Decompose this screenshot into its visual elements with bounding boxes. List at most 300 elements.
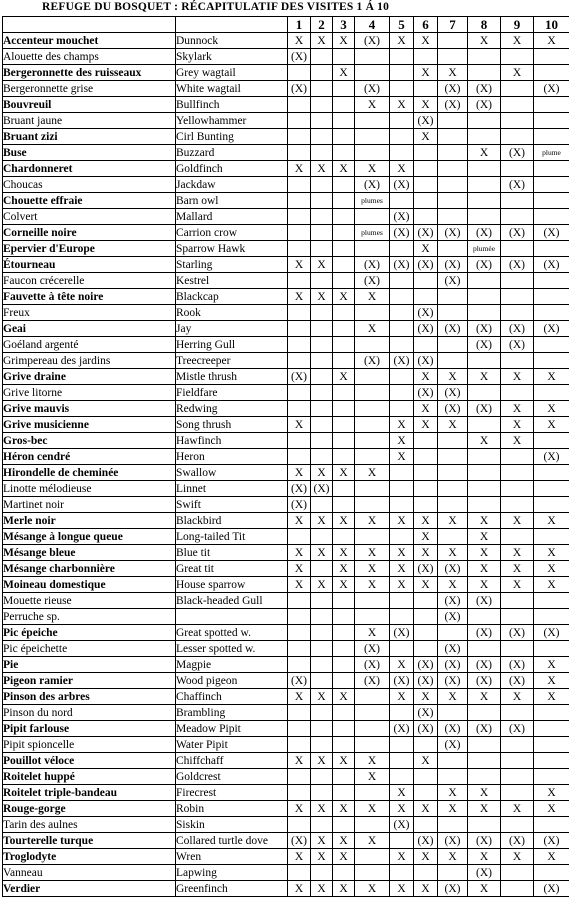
visit-cell xyxy=(288,641,311,657)
visit-cell xyxy=(414,49,438,65)
visit-cell xyxy=(501,81,534,97)
visit-cell: X xyxy=(355,881,390,897)
visit-cell xyxy=(534,353,569,369)
visit-cell: (X) xyxy=(438,737,468,753)
visit-cell xyxy=(414,337,438,353)
visit-cell xyxy=(414,289,438,305)
visit-cell xyxy=(355,385,390,401)
visit-cell xyxy=(288,769,311,785)
table-row xyxy=(3,865,569,881)
visit-cell: X xyxy=(501,513,534,529)
species-english-name: Barn owl xyxy=(176,193,288,209)
visit-cell: X xyxy=(501,433,534,449)
species-french-name: Chouette effraie xyxy=(3,193,176,209)
visit-cell: X xyxy=(438,417,468,433)
visit-cell: (X) xyxy=(468,625,501,641)
visit-cell: X xyxy=(438,801,468,817)
visit-cell: X xyxy=(288,417,311,433)
table-row xyxy=(3,689,569,705)
visit-cell: X xyxy=(311,513,333,529)
visit-cell: X xyxy=(311,689,333,705)
table-row xyxy=(3,81,569,97)
species-french-name: Pie xyxy=(3,657,176,673)
visit-cell xyxy=(288,817,311,833)
visit-cell xyxy=(468,65,501,81)
species-english-name: Dunnock xyxy=(176,33,288,49)
visit-cell: X xyxy=(414,401,438,417)
visit-cell xyxy=(438,865,468,881)
species-english-name: Fieldfare xyxy=(176,385,288,401)
visit-cell xyxy=(390,241,414,257)
visit-header: 6 xyxy=(414,17,438,33)
visit-cell: (X) xyxy=(438,673,468,689)
visit-cell xyxy=(534,609,569,625)
species-english-name: Starling xyxy=(176,257,288,273)
visit-cell: X xyxy=(501,33,534,49)
visit-cell: X xyxy=(390,785,414,801)
visit-cell xyxy=(311,817,333,833)
visit-cell xyxy=(288,65,311,81)
species-french-name: Bouvreuil xyxy=(3,97,176,113)
visit-cell xyxy=(414,641,438,657)
species-english-name: Mistle thrush xyxy=(176,369,288,385)
species-french-name: Bruant zizi xyxy=(3,129,176,145)
visit-cell: X xyxy=(534,401,569,417)
table-row xyxy=(3,849,569,865)
visit-cell xyxy=(390,385,414,401)
visit-cell: X xyxy=(333,753,355,769)
visit-cell: X xyxy=(534,561,569,577)
visit-cell xyxy=(390,737,414,753)
visit-cell xyxy=(468,273,501,289)
visit-cell: X xyxy=(534,673,569,689)
visit-cell xyxy=(438,305,468,321)
visit-cell: X xyxy=(390,161,414,177)
visit-cell: X xyxy=(288,753,311,769)
visit-cell: (X) xyxy=(390,177,414,193)
visit-cell: X xyxy=(414,881,438,897)
visit-cell: X xyxy=(355,513,390,529)
visit-cell: X xyxy=(501,369,534,385)
species-english-name: Wren xyxy=(176,849,288,865)
table-row xyxy=(3,49,569,65)
visit-cell xyxy=(390,273,414,289)
visit-cell xyxy=(355,849,390,865)
visit-cell xyxy=(333,353,355,369)
visit-cell: X xyxy=(534,369,569,385)
visit-cell xyxy=(333,529,355,545)
visit-cell xyxy=(288,193,311,209)
visit-cell: (X) xyxy=(501,673,534,689)
species-french-name: Grive litorne xyxy=(3,385,176,401)
table-row xyxy=(3,241,569,257)
visit-cell xyxy=(333,305,355,321)
visit-cell: (X) xyxy=(501,337,534,353)
species-french-name: Pinson des arbres xyxy=(3,689,176,705)
visit-cell xyxy=(414,193,438,209)
visit-cell: X xyxy=(534,657,569,673)
visit-cell xyxy=(468,113,501,129)
table-row xyxy=(3,33,569,49)
visit-cell xyxy=(468,385,501,401)
species-french-name: Tarin des aulnes xyxy=(3,817,176,833)
species-french-name: Verdier xyxy=(3,881,176,897)
visit-cell xyxy=(438,145,468,161)
table-row xyxy=(3,161,569,177)
visit-cell xyxy=(355,433,390,449)
species-french-name: Fauvette à tête noire xyxy=(3,289,176,305)
visit-cell: (X) xyxy=(468,257,501,273)
table-row xyxy=(3,769,569,785)
species-french-name: Roitelet triple-bandeau xyxy=(3,785,176,801)
species-english-name: Yellowhammer xyxy=(176,113,288,129)
visit-cell xyxy=(438,449,468,465)
visit-cell: (X) xyxy=(414,385,438,401)
table-row xyxy=(3,513,569,529)
visit-cell: X xyxy=(390,97,414,113)
visit-cell: X xyxy=(501,577,534,593)
species-french-name: Étourneau xyxy=(3,257,176,273)
species-english-name: Skylark xyxy=(176,49,288,65)
visit-cell xyxy=(501,305,534,321)
visit-cell xyxy=(501,497,534,513)
visit-cell xyxy=(438,129,468,145)
species-french-name: Gros-bec xyxy=(3,433,176,449)
visit-cell xyxy=(468,289,501,305)
species-french-name: Merle noir xyxy=(3,513,176,529)
species-english-name: Bullfinch xyxy=(176,97,288,113)
visit-cell xyxy=(311,129,333,145)
species-english-name: Mallard xyxy=(176,209,288,225)
species-english-name: Carrion crow xyxy=(176,225,288,241)
visit-cell xyxy=(311,657,333,673)
visit-header: 2 xyxy=(311,17,333,33)
visit-cell xyxy=(333,497,355,513)
visit-cell: (X) xyxy=(438,257,468,273)
visit-cell xyxy=(390,193,414,209)
visit-cell xyxy=(501,529,534,545)
species-french-name: Moineau domestique xyxy=(3,577,176,593)
visit-cell: (X) xyxy=(534,625,569,641)
visit-cell: (X) xyxy=(438,721,468,737)
visit-cell xyxy=(534,385,569,401)
table-row xyxy=(3,577,569,593)
visit-cell xyxy=(438,433,468,449)
species-english-name: House sparrow xyxy=(176,577,288,593)
table-row xyxy=(3,721,569,737)
species-english-name: Treecreeper xyxy=(176,353,288,369)
visit-cell: X xyxy=(355,625,390,641)
visit-cell xyxy=(468,705,501,721)
visit-cell: X xyxy=(534,417,569,433)
visit-cell xyxy=(311,81,333,97)
visit-cell xyxy=(438,353,468,369)
visit-cell: (X) xyxy=(390,721,414,737)
visit-cell xyxy=(288,273,311,289)
table-row xyxy=(3,129,569,145)
visit-cell: (X) xyxy=(288,673,311,689)
visit-cell: X xyxy=(414,801,438,817)
visit-cell xyxy=(468,193,501,209)
visit-cell xyxy=(311,769,333,785)
visit-cell: X xyxy=(414,753,438,769)
species-english-name: Swallow xyxy=(176,465,288,481)
visit-cell xyxy=(414,449,438,465)
visit-cell xyxy=(333,81,355,97)
visit-cell: X xyxy=(438,369,468,385)
visit-cell: X xyxy=(288,513,311,529)
visit-cell xyxy=(390,113,414,129)
visit-cell xyxy=(390,705,414,721)
species-french-name: Corneille noire xyxy=(3,225,176,241)
visit-cell: plumes xyxy=(355,225,390,241)
visit-cell: X xyxy=(311,881,333,897)
species-french-name: Mésange charbonnière xyxy=(3,561,176,577)
visit-cell xyxy=(390,593,414,609)
visit-cell xyxy=(333,481,355,497)
visits-table xyxy=(2,16,569,897)
visit-cell xyxy=(468,49,501,65)
header-french-name xyxy=(3,17,176,33)
visit-cell: X xyxy=(311,833,333,849)
visit-cell: X xyxy=(468,433,501,449)
species-english-name: Black-headed Gull xyxy=(176,593,288,609)
species-french-name: Pic épeiche xyxy=(3,625,176,641)
visit-cell: X xyxy=(414,241,438,257)
visit-cell xyxy=(311,113,333,129)
visit-cell xyxy=(333,449,355,465)
visit-cell xyxy=(468,609,501,625)
visit-cell xyxy=(311,609,333,625)
visit-cell xyxy=(355,785,390,801)
table-row xyxy=(3,369,569,385)
visit-cell: (X) xyxy=(501,625,534,641)
visit-cell: X xyxy=(438,545,468,561)
visit-cell: (X) xyxy=(438,641,468,657)
visit-cell xyxy=(438,529,468,545)
visit-cell: X xyxy=(390,449,414,465)
visit-cell: (X) xyxy=(534,257,569,273)
visit-cell: (X) xyxy=(534,449,569,465)
table-row xyxy=(3,385,569,401)
species-english-name: Blackcap xyxy=(176,289,288,305)
visit-cell xyxy=(355,737,390,753)
visit-cell xyxy=(468,177,501,193)
visit-cell xyxy=(355,417,390,433)
visit-cell xyxy=(501,353,534,369)
table-row xyxy=(3,97,569,113)
visit-cell xyxy=(468,817,501,833)
visit-cell: X xyxy=(501,401,534,417)
visit-cell: (X) xyxy=(534,81,569,97)
species-english-name: Blue tit xyxy=(176,545,288,561)
visit-cell xyxy=(333,273,355,289)
visit-cell xyxy=(501,593,534,609)
visit-cell xyxy=(311,785,333,801)
visit-cell: (X) xyxy=(390,225,414,241)
visit-cell xyxy=(288,449,311,465)
table-row xyxy=(3,113,569,129)
visit-cell: (X) xyxy=(501,145,534,161)
visit-header: 7 xyxy=(438,17,468,33)
species-english-name: Wood pigeon xyxy=(176,673,288,689)
visit-cell xyxy=(534,113,569,129)
visit-cell xyxy=(333,609,355,625)
visit-cell: X xyxy=(390,657,414,673)
visit-cell: (X) xyxy=(501,721,534,737)
visit-cell xyxy=(355,65,390,81)
visit-cell xyxy=(333,257,355,273)
visit-cell xyxy=(390,481,414,497)
visit-cell xyxy=(355,689,390,705)
visit-cell: X xyxy=(534,33,569,49)
table-row xyxy=(3,353,569,369)
visit-cell xyxy=(355,337,390,353)
visit-cell xyxy=(311,625,333,641)
visit-cell xyxy=(333,737,355,753)
species-english-name: Chiffchaff xyxy=(176,753,288,769)
visit-cell xyxy=(414,209,438,225)
visit-cell xyxy=(311,641,333,657)
visit-cell xyxy=(468,641,501,657)
species-french-name: Grive mauvis xyxy=(3,401,176,417)
table-row xyxy=(3,289,569,305)
table-row xyxy=(3,625,569,641)
species-english-name: Blackbird xyxy=(176,513,288,529)
visit-cell xyxy=(355,241,390,257)
visit-cell: X xyxy=(333,289,355,305)
visit-cell xyxy=(311,353,333,369)
visit-cell: X xyxy=(534,689,569,705)
visit-cell: X xyxy=(438,785,468,801)
visit-cell: X xyxy=(414,529,438,545)
visit-cell xyxy=(534,65,569,81)
visit-cell: (X) xyxy=(414,225,438,241)
table-row xyxy=(3,705,569,721)
species-english-name: Greenfinch xyxy=(176,881,288,897)
species-french-name: Grive musicienne xyxy=(3,417,176,433)
visit-cell xyxy=(311,737,333,753)
table-row xyxy=(3,833,569,849)
visit-cell xyxy=(390,65,414,81)
visit-cell: (X) xyxy=(468,833,501,849)
table-row xyxy=(3,593,569,609)
visit-cell: X xyxy=(355,97,390,113)
visit-cell: (X) xyxy=(534,833,569,849)
visit-cell xyxy=(468,353,501,369)
visit-cell: (X) xyxy=(501,657,534,673)
visit-cell xyxy=(468,737,501,753)
visit-cell xyxy=(333,625,355,641)
visit-cell xyxy=(534,817,569,833)
visit-cell: X xyxy=(414,689,438,705)
visit-cell xyxy=(333,785,355,801)
visit-cell: X xyxy=(468,689,501,705)
visit-cell: X xyxy=(355,833,390,849)
visit-cell: X xyxy=(355,545,390,561)
visit-cell: (X) xyxy=(355,273,390,289)
visit-cell xyxy=(333,129,355,145)
visit-cell: X xyxy=(414,65,438,81)
visit-cell xyxy=(534,465,569,481)
visit-cell: (X) xyxy=(468,721,501,737)
visit-cell xyxy=(414,465,438,481)
visit-cell xyxy=(438,705,468,721)
visit-cell xyxy=(414,481,438,497)
visit-cell: (X) xyxy=(468,81,501,97)
visit-cell: X xyxy=(414,33,438,49)
visit-cell xyxy=(390,833,414,849)
visit-cell: X xyxy=(333,545,355,561)
visit-cell xyxy=(390,305,414,321)
visit-cell xyxy=(311,865,333,881)
visit-cell xyxy=(311,177,333,193)
visit-cell xyxy=(501,289,534,305)
visit-cell xyxy=(333,225,355,241)
species-french-name: Martinet noir xyxy=(3,497,176,513)
visit-cell: X xyxy=(288,849,311,865)
visit-cell: (X) xyxy=(438,881,468,897)
visit-cell xyxy=(414,737,438,753)
visit-cell xyxy=(311,449,333,465)
visit-cell xyxy=(311,433,333,449)
visit-cell xyxy=(311,337,333,353)
visit-cell: (X) xyxy=(390,209,414,225)
visit-header: 10 xyxy=(534,17,569,33)
species-english-name: Rook xyxy=(176,305,288,321)
species-french-name: Roitelet huppé xyxy=(3,769,176,785)
visit-cell xyxy=(468,209,501,225)
species-french-name: Linotte mélodieuse xyxy=(3,481,176,497)
visit-cell: plume xyxy=(534,145,569,161)
visit-cell xyxy=(414,865,438,881)
visit-cell xyxy=(438,113,468,129)
visit-cell xyxy=(355,497,390,513)
visit-cell xyxy=(438,817,468,833)
visit-cell xyxy=(501,641,534,657)
table-row xyxy=(3,417,569,433)
species-english-name: Chaffinch xyxy=(176,689,288,705)
visit-cell xyxy=(355,609,390,625)
visit-cell: (X) xyxy=(355,177,390,193)
species-french-name: Goéland argenté xyxy=(3,337,176,353)
visit-cell: (X) xyxy=(288,369,311,385)
visit-cell: X xyxy=(390,545,414,561)
visit-cell: X xyxy=(468,513,501,529)
species-french-name: Vanneau xyxy=(3,865,176,881)
visit-cell: (X) xyxy=(288,497,311,513)
visit-cell: X xyxy=(333,849,355,865)
species-french-name: Buse xyxy=(3,145,176,161)
visit-cell xyxy=(534,289,569,305)
visit-cell xyxy=(333,705,355,721)
header-row xyxy=(3,17,569,33)
visit-cell xyxy=(288,97,311,113)
visit-cell: X xyxy=(333,689,355,705)
visit-header: 8 xyxy=(468,17,501,33)
visit-cell xyxy=(333,337,355,353)
visit-cell: (X) xyxy=(501,257,534,273)
visit-cell xyxy=(311,593,333,609)
visit-cell: X xyxy=(333,833,355,849)
table-row xyxy=(3,433,569,449)
table-row xyxy=(3,225,569,241)
visit-cell: X xyxy=(333,33,355,49)
visit-cell xyxy=(355,145,390,161)
visit-cell xyxy=(288,529,311,545)
species-english-name: Heron xyxy=(176,449,288,465)
visit-cell: X xyxy=(468,577,501,593)
